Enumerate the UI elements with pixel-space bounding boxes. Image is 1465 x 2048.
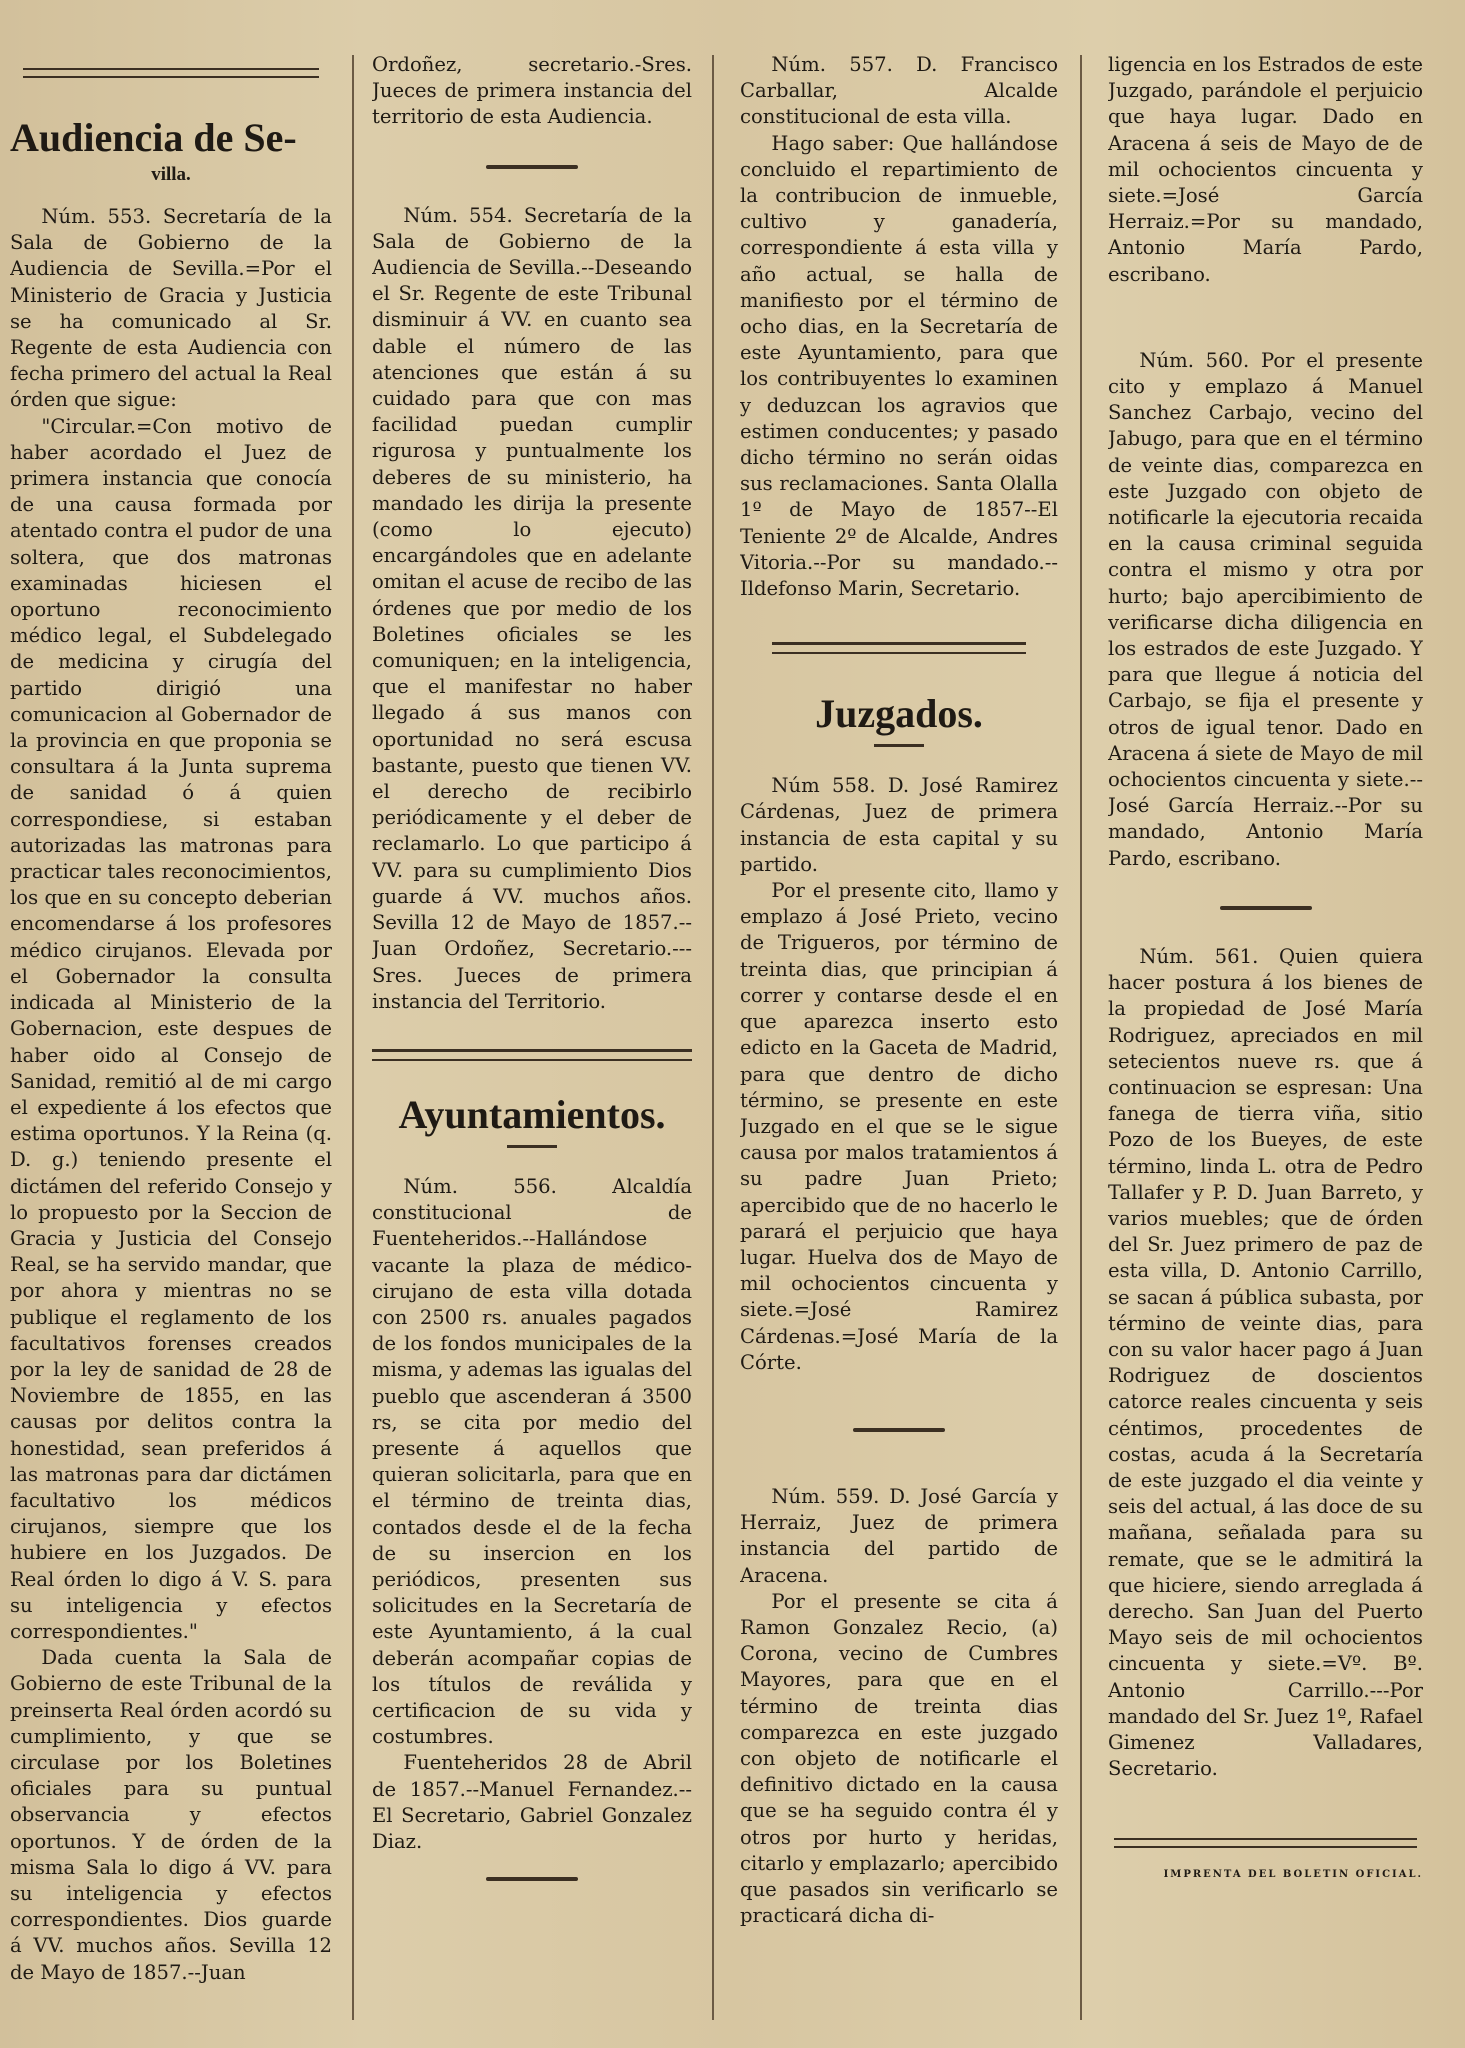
column-rule [712, 55, 714, 2020]
column-3 [740, 52, 1058, 2048]
notice-558: Núm 558. D. José Ramirez Cárdenas, Juez de primera instancia de esta capital y su partido. [740, 774, 1058, 876]
separator [486, 165, 578, 169]
section-rule [772, 642, 1026, 654]
column-4 [1108, 52, 1423, 2048]
section-heading-audiencia-cont: villa. [151, 164, 191, 185]
notice-556-signature: Fuenteheridos 28 de Abril de 1857.--Manuel Fernandez.--El Secretario, Gabriel Gonzalez Diaz. [372, 1751, 692, 1853]
notice-561: Núm. 561. Quien quiera hacer postura á los bienes de la propiedad de José María Rodriguez, apreciados en mil setecientos nueve rs. que á continuacion se espresan: Una fanega de tierra viña, sitio Pozo de los Bueyes, de este término, linda L. otra de Pedro Tallafer y P. D. Juan Barreto, y varios muebles; que de órden del Sr. Juez primero de paz de esta villa, D. Antonio Carrillo, se sacan á pública subasta, por término de veinte dias, para con su valor hacer pago á Juan Rodriguez de doscientos catorce reales cincuenta y seis céntimos, procedentes de costas, acuda á la Secretaría de este juzgado el dia veinte y seis del actual, á las doce de su mañana, señalada para su remate, que se le admitirá la que hiciere, siendo arreglada á derecho. San Juan del Puerto Mayo seis de mil ochocientos cincuenta y siete.=Vº. Bº. Antonio Carrillo.---Por mandado del Sr. Juez 1º, Rafael Gimenez Valladares, Secretario. [1108, 944, 1423, 1781]
notice-559-continuation: ligencia en los Estrados de este Juzgado, parándole el perjuicio que haya lugar. Dado en Aracena á seis de Mayo de de mil ochocientos cincuenta y siete.=José García Herraiz.=Por su mandado, Antonio María Pardo, escribano. [1108, 53, 1423, 286]
section-heading-ayuntamientos: Ayuntamientos. [398, 1091, 666, 1137]
notice-553-signature: Ordoñez, secretario.-Sres. Jueces de primera instancia del territorio de esta Audiencia. [372, 53, 692, 129]
heading-underline [874, 744, 924, 747]
notice-559-body: Por el presente se cita á Ramon Gonzalez Recio, (a) Corona, vecino de Cumbres Mayores, para que en el término de treinta dias comparezca en este juzgado con objeto de notificarle el definitivo dictado en la causa que se ha seguido contra él y otros por hurto y heridas, citarlo y emplazarlo; apercibido que pasados sin verificarlo se practicará dicha di- [740, 1589, 1058, 1928]
notice-557-body: Hago saber: Que hallándose concluido el repartimiento de la contribucion de inmueble, cultivo y ganadería, correspondiente á esta villa y año actual, se halla de manifiesto por el término de ocho dias, en la Secretaría de este Ayuntamiento, para que los contribuyentes lo examinen y deduzcan los agravios que estimen conducentes; y pasado dicho término no serán oidas sus reclamaciones. Santa Olalla 1º de Mayo de 1857--El Teniente 2º de Alcalde, Andres Vitoria.--Por su mandado.--Ildefonso Marin, Secretario. [740, 131, 1058, 601]
section-heading-juzgados: Juzgados. [815, 691, 983, 737]
notice-558-body: Por el presente cito, llamo y emplazo á José Prieto, vecino de Trigueros, por término de treinta dias, que principian á correr y contarse desde el en que aparezca inserto esto edicto en la Gaceta de Madrid, para que dentro de dicho término, se presente en este Juzgado en el que se le sigue causa por malos tratamientos á su padre Juan Prieto; apercibido que de no hacerlo le parará el perjuicio que haya lugar. Huelva dos de Mayo de mil ochocientos cincuenta y siete.=José Ramirez Cárdenas.=José María de la Córte. [740, 879, 1058, 1374]
heading-underline [507, 1145, 557, 1148]
notice-553-closing: Dada cuenta la Sala de Gobierno de este Tribunal de la preinserta Real órden acordó su cumplimiento, y que se circulase por los Boletines oficiales para su puntual observancia y efectos oportunos. Y de órden de la misma Sala lo digo á VV. para su inteligencia y efectos correspondientes. Dios guarde á VV. muchos años. Sevilla 12 de Mayo de 1857.--Juan [10, 1646, 332, 1984]
notice-553-circular: "Circular.=Con motivo de haber acordado el Juez de primera instancia que conocía de una causa formada por atentado contra el pudor de una soltera, que dos matronas examinadas hiciesen el oportuno reconocimiento médico legal, el Subdelegado de medicina y cirugía del partido dirigió una comunicacion al Gobernador de la provincia en que proponia se consultara á la Junta suprema de sanidad ó á quien correspondiese, si estaban autorizadas las matronas para practicar tales reconocimientos, los que en su concepto deberian encomendarse á los profesores médico cirujanos. Elevada por el Gobernador la consulta indicada al Ministerio de la Gobernacion, este despues de haber oido al Consejo de Sanidad, remitió al de mi cargo el expediente á los efectos que estima oportunos. Y la Reina (q. D. g.) teniendo presente el dictámen del referido Consejo y lo propuesto por la Seccion de Gracia y Justicia del Consejo Real, se ha servido mandar, que por ahora y mientras no se publique el reglamento de los facultativos forenses creados por la ley de sanidad de 28 de Noviembre de 1855, en las causas por delitos contra la honestidad, sean preferidos á las matronas para dar dictámen facultativo los médicos cirujanos, siempre que los hubiere en los Juzgados. De Real órden lo digo á V. S. para su inteligencia y efectos correspondientes." [10, 414, 332, 1643]
notice-554: Núm. 554. Secretaría de la Sala de Gobierno de la Audiencia de Sevilla.--Deseando el Sr. Regente de este Tribunal disminuir á VV. en cuanto sea dable el número de las atenciones que están á su cuidado para que con mas facilidad puedan cumplir rigurosa y puntualmente los deberes de su ministerio, ha mandado les dirija la presente (como lo ejecuto) encargándoles que en adelante omitan el acuse de recibo de las órdenes que por medio de los Boletines oficiales se les comuniquen; en la inteligencia, que el manifestar no haber llegado á sus manos con oportunidad no será escusa bastante, puesto que tienen VV. el derecho de recibirlo periódicamente y el deber de reclamarlo. Lo que participo á VV. para su cumplimiento Dios guarde á VV. muchos años. Sevilla 12 de Mayo de 1857.--Juan Ordoñez, Secretario.---Sres. Jueces de primera instancia del Territorio. [372, 203, 692, 1013]
notice-559: Núm. 559. D. José García y Herraiz, Juez de primera instancia del partido de Aracena. [740, 1484, 1058, 1587]
notice-557: Núm. 557. D. Francisco Carballar, Alcalde constitucional de esta villa. [740, 53, 1058, 129]
separator [853, 1428, 945, 1432]
column-2 [372, 52, 692, 2048]
printer-footer: IMPRENTA DEL BOLETIN OFICIAL. [1163, 1869, 1423, 1881]
section-rule [372, 1049, 692, 1061]
separator [1220, 906, 1312, 910]
bottom-rule [1114, 1838, 1416, 1848]
column-rule [1080, 55, 1082, 2020]
section-heading-audiencia: Audiencia de Se- [10, 115, 297, 160]
separator [486, 1877, 578, 1881]
column-1 [10, 52, 332, 2048]
top-rule [23, 68, 319, 78]
notice-553: Núm. 553. Secretaría de la Sala de Gobierno de la Audiencia de Sevilla.=Por el Ministerio de Gracia y Justicia se ha comunicado al Sr. Regente de esta Audiencia con fecha primero del actual la Real órden que sigue: [10, 205, 332, 412]
column-rule [352, 55, 354, 2020]
notice-560: Núm. 560. Por el presente cito y emplazo á Manuel Sanchez Carbajo, vecino del Jabugo, para que en el término de veinte dias, comparezca en este Juzgado con objeto de notificarle la ejecutoria recaida en la causa criminal seguida contra el mismo y otra por hurto; bajo apercibimiento de verificarse dicha diligencia en los estrados de este Juzgado. Y para que llegue á noticia del Carbajo, se fija el presente y otros de igual tenor. Dado en Aracena á siete de Mayo de mil ochocientos cincuenta y siete.--José García Herraiz.--Por su mandado, Antonio María Pardo, escribano. [1108, 348, 1423, 870]
notice-556: Núm. 556. Alcaldía constitucional de Fuenteheridos.--Hallándose vacante la plaza de médico-cirujano de esta villa dotada con 2500 rs. anuales pagados de los fondos municipales de la misma, y ademas las igualas del pueblo que ascenderan á 3500 rs, se cita por medio del presente á aquellos que quieran solicitarla, para que en el término de treinta dias, contados desde el de la fecha de su insercion en los periódicos, presenten sus solicitudes en la Secretaría de este Ayuntamiento, á la cual deberán acompañar copias de los títulos de reválida y certificacion de su vida y costumbres. [372, 1174, 692, 1749]
